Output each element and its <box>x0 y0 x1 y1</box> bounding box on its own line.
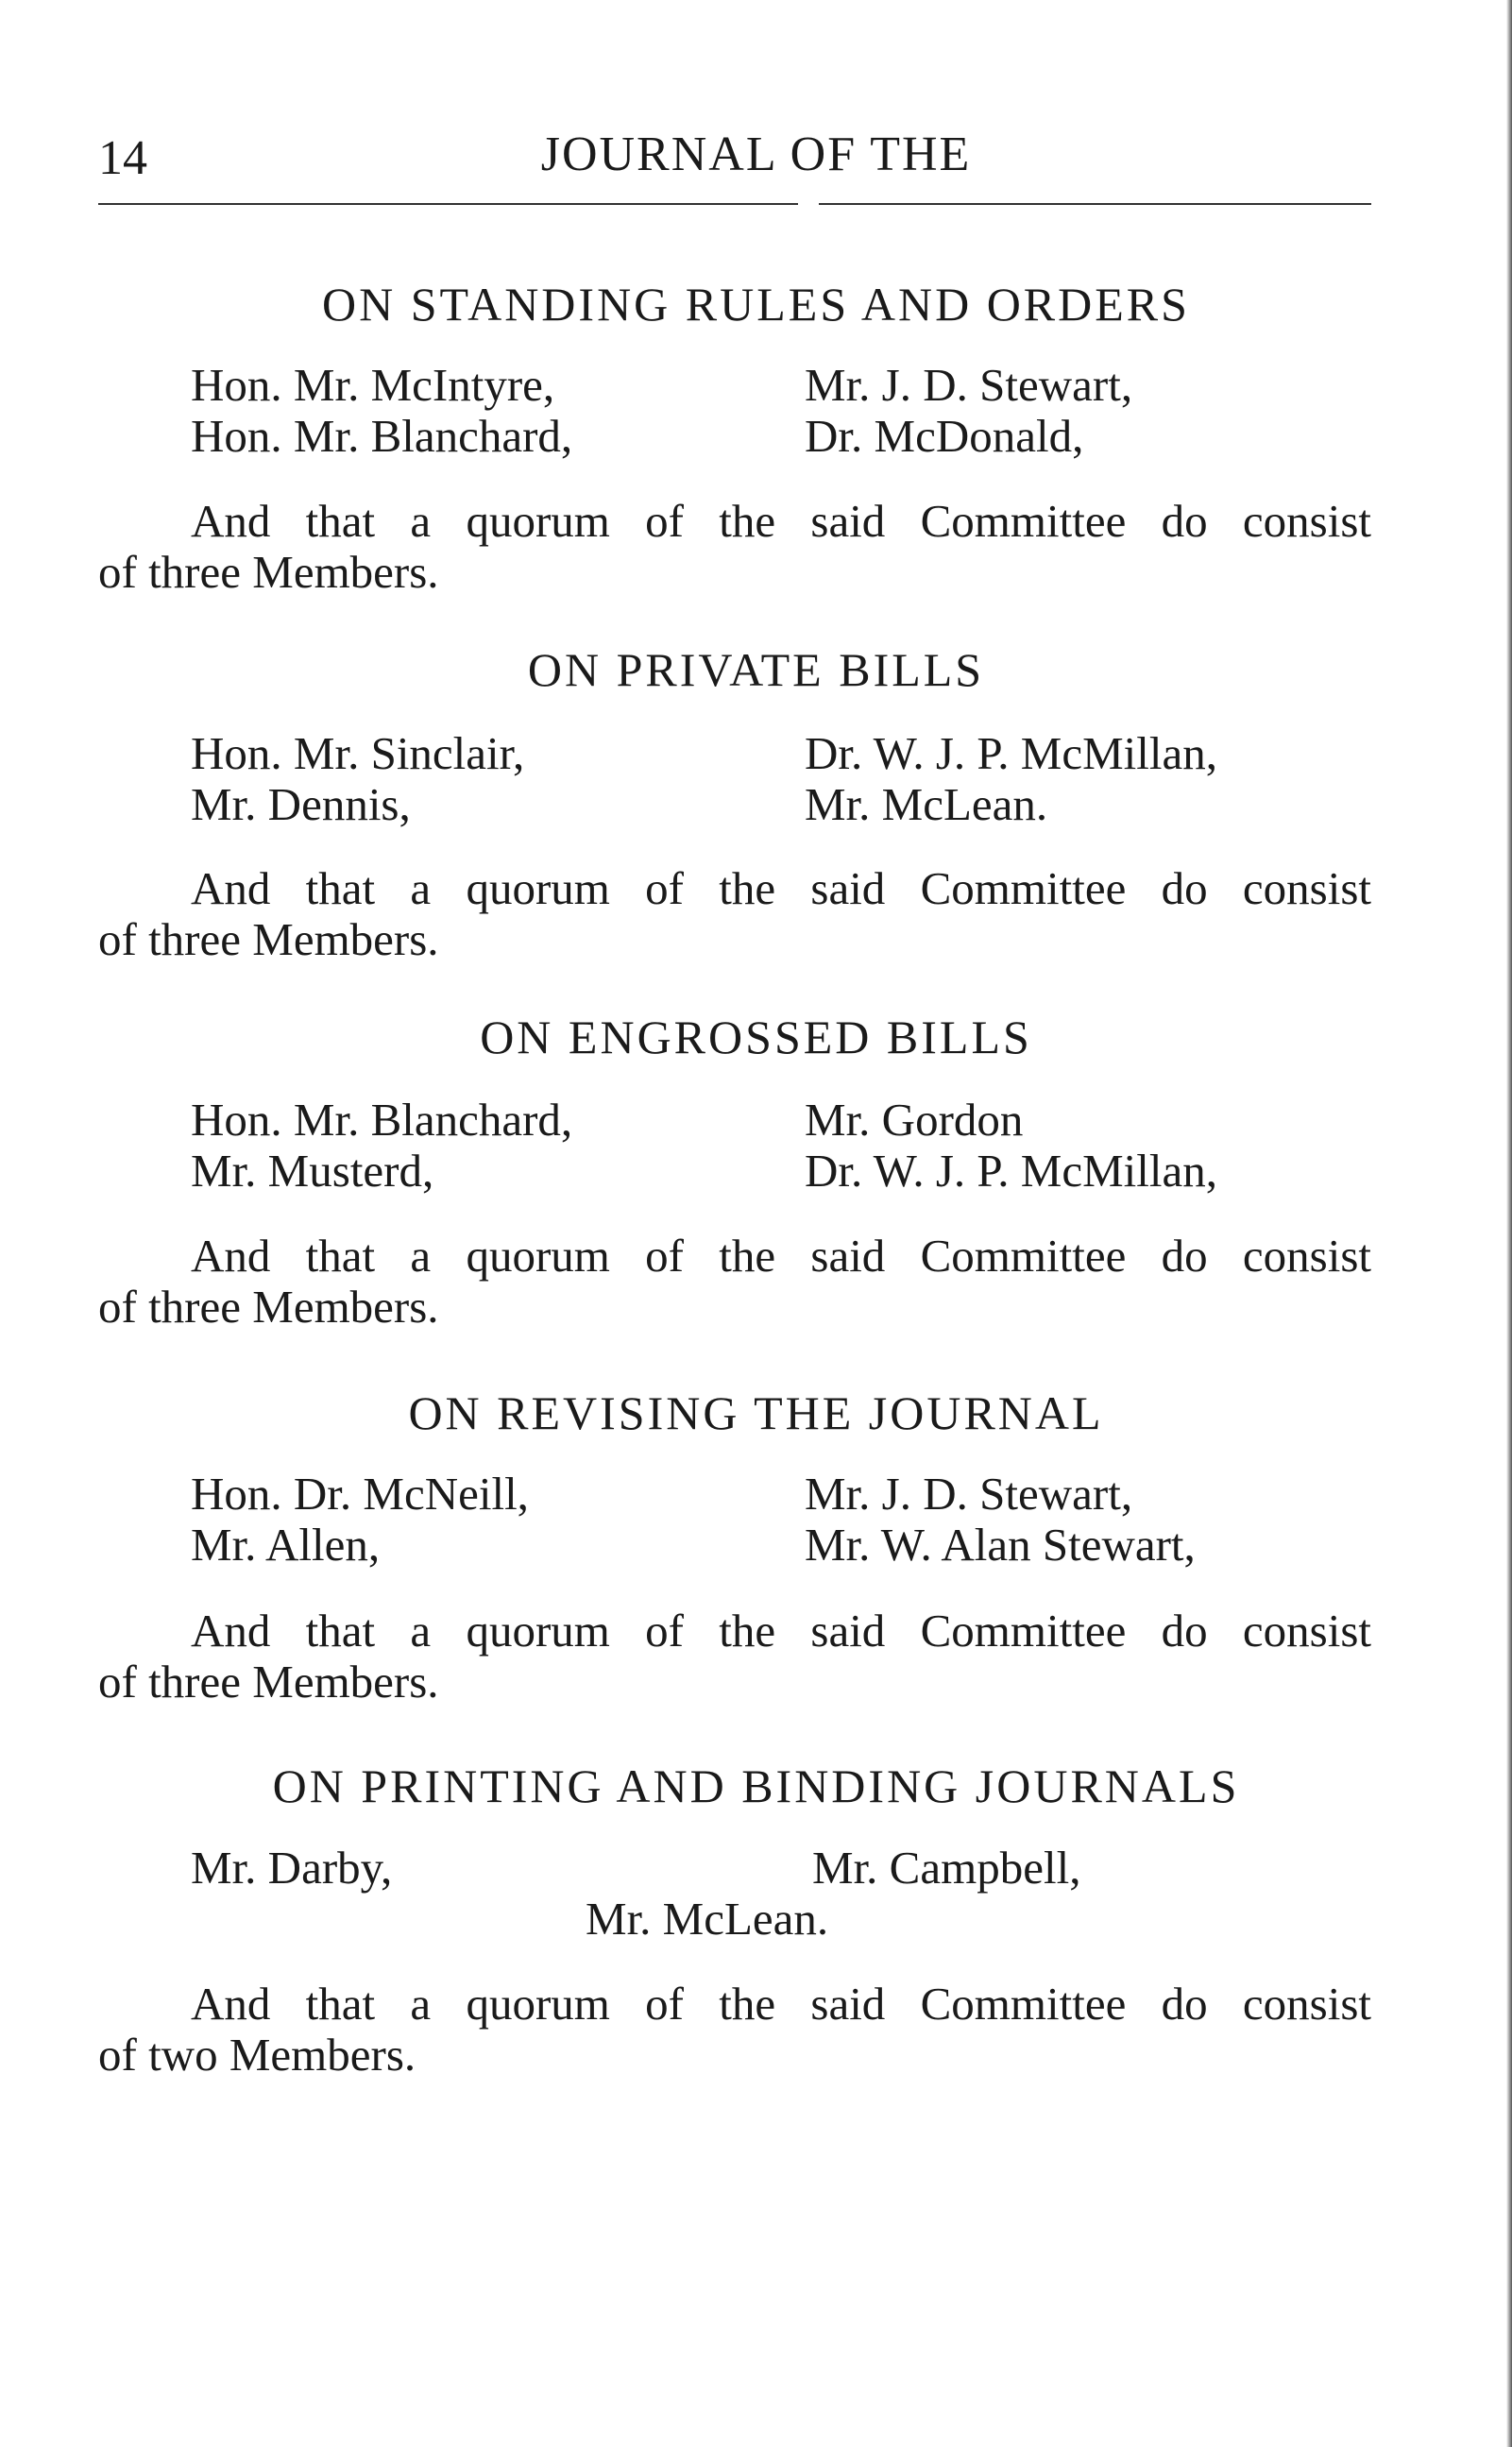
section-title: ON STANDING RULES AND ORDERS <box>322 278 1190 331</box>
committee-member: Dr. W. J. P. McMillan, <box>805 1145 1217 1197</box>
committee-member: Mr. Gordon <box>805 1094 1024 1146</box>
quorum-text: And that a quorum of the said Committee do consist <box>191 1605 1371 1657</box>
committee-member: Mr. W. Alan Stewart, <box>805 1519 1196 1571</box>
committee-member: Dr. McDonald, <box>805 410 1084 462</box>
committee-member: Mr. McLean. <box>805 778 1048 830</box>
quorum-text: And that a quorum of the said Committee do consist <box>191 862 1371 914</box>
quorum-text-continued: of three Members. <box>98 546 439 598</box>
committee-member: Mr. Allen, <box>191 1519 381 1571</box>
section-title: ON PRINTING AND BINDING JOURNALS <box>272 1759 1240 1812</box>
committee-member: Hon. Mr. Blanchard, <box>191 1094 573 1146</box>
header-rule-gap <box>798 201 819 207</box>
section-title: ON PRIVATE BILLS <box>527 643 985 696</box>
committee-member: Mr. Musterd, <box>191 1145 434 1197</box>
header-rule <box>98 203 1371 205</box>
quorum-text: And that a quorum of the said Committee do consist <box>191 495 1371 547</box>
quorum-text-continued: of three Members. <box>98 1281 439 1333</box>
quorum-text-continued: of three Members. <box>98 1656 439 1708</box>
committee-member: Hon. Mr. Blanchard, <box>191 410 573 462</box>
quorum-text-continued: of two Members. <box>98 2029 416 2081</box>
quorum-text: And that a quorum of the said Committee do consist <box>191 1978 1371 2030</box>
quorum-text-continued: of three Members. <box>98 913 439 965</box>
running-title: JOURNAL OF THE <box>540 127 972 181</box>
committee-member: Mr. J. D. Stewart, <box>805 359 1133 411</box>
quorum-text: And that a quorum of the said Committee do consist <box>191 1230 1371 1282</box>
committee-member: Mr. Dennis, <box>191 778 411 830</box>
section-title: ON ENGROSSED BILLS <box>480 1011 1032 1063</box>
committee-member: Mr. Campbell, <box>812 1842 1081 1894</box>
section-title: ON REVISING THE JOURNAL <box>408 1386 1104 1439</box>
committee-member: Hon. Mr. Sinclair, <box>191 727 525 779</box>
committee-member: Mr. McLean. <box>586 1893 829 1945</box>
page-edge-shadow <box>1506 0 1512 2447</box>
committee-member: Mr. J. D. Stewart, <box>805 1468 1133 1520</box>
page-number: 14 <box>98 131 147 185</box>
committee-member: Dr. W. J. P. McMillan, <box>805 727 1217 779</box>
committee-member: Mr. Darby, <box>191 1842 393 1894</box>
committee-member: Hon. Mr. McIntyre, <box>191 359 555 411</box>
committee-member: Hon. Dr. McNeill, <box>191 1468 529 1520</box>
